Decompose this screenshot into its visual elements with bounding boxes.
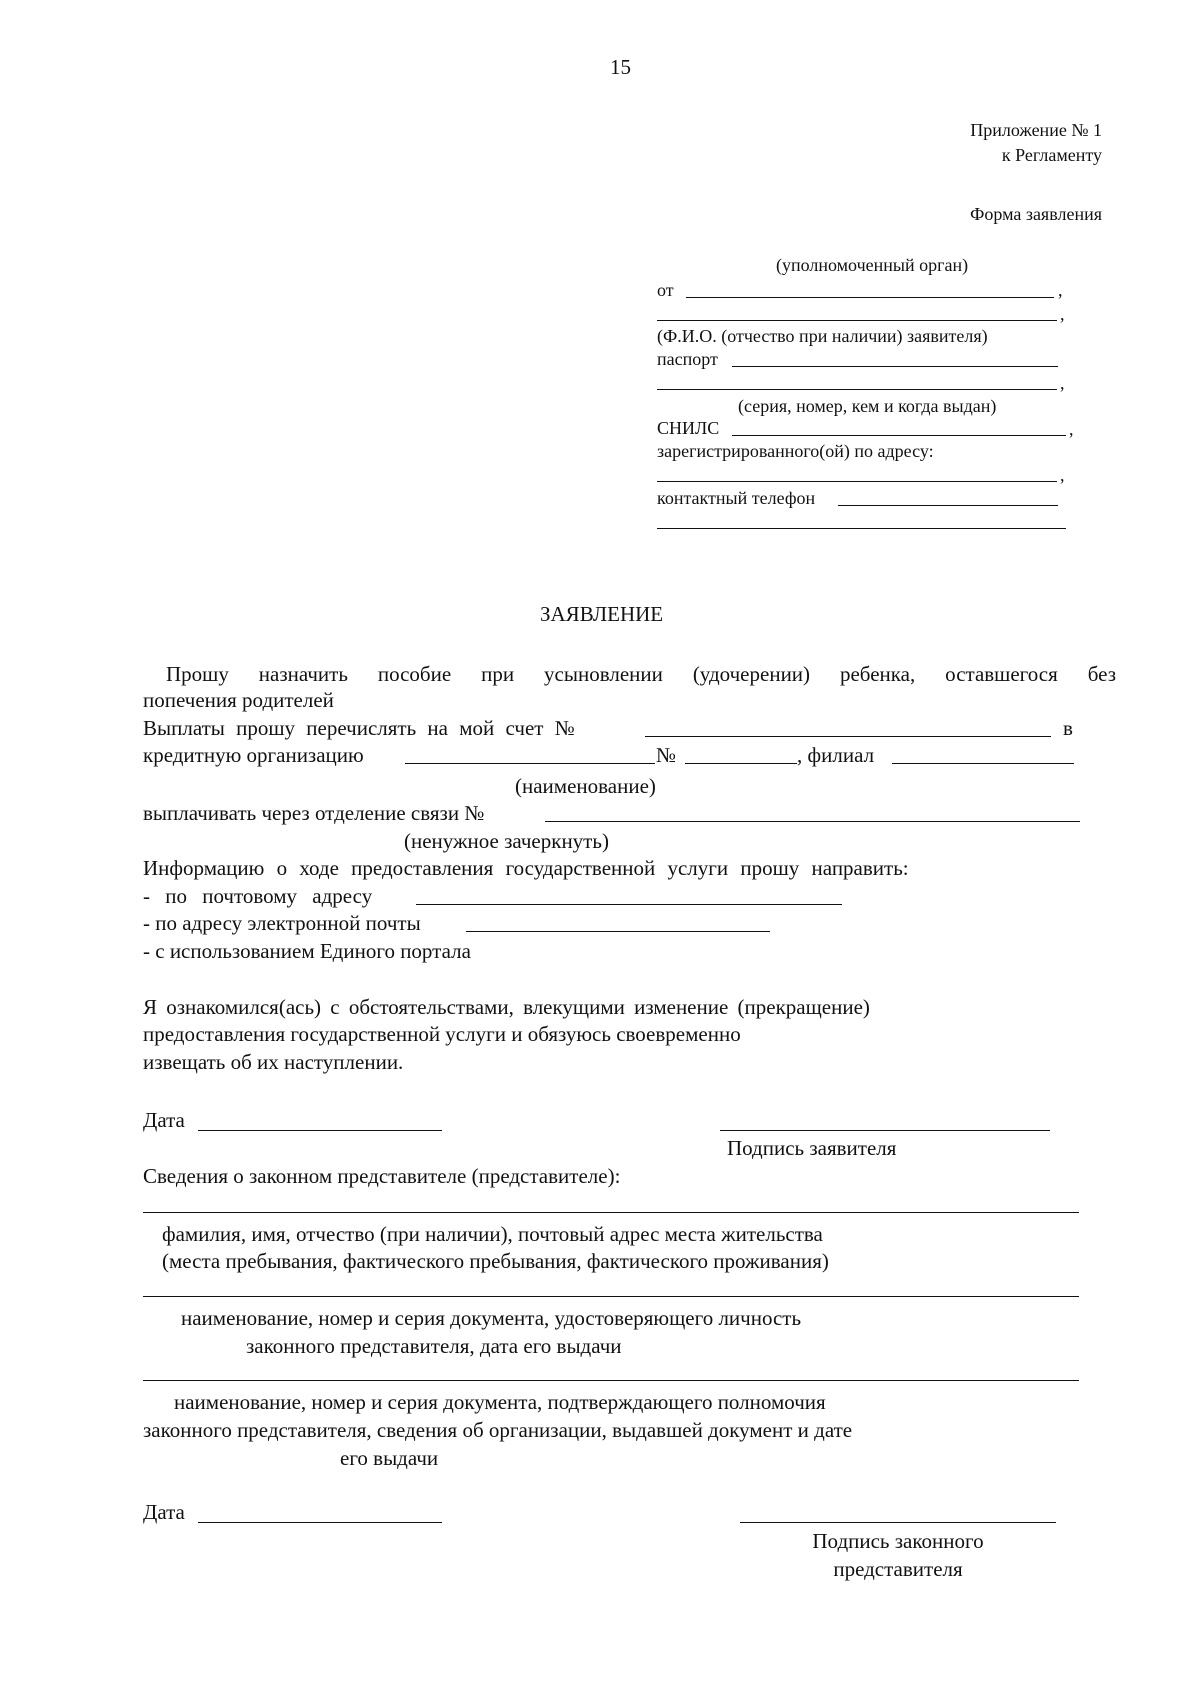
request-line-1: Прошу назначить пособие при усыновлении (удочерении) ребенка, оставшегося без [166, 662, 1116, 686]
authority-caption: (уполномоченный орган) [776, 255, 969, 275]
representative-caption-3c: его выдачи [340, 1446, 439, 1470]
representative-caption-3a: наименование, номер и серия документа, подтверждающего полномочия [174, 1390, 826, 1414]
snils-label: СНИЛС [657, 418, 720, 438]
phone-field-line[interactable] [838, 505, 1058, 506]
pay-account-label: Выплаты прошу перечислять на мой счет № [143, 716, 575, 740]
representative-signature-caption-2: представителя [833, 1557, 963, 1581]
passport-caption: (серия, номер, кем и когда выдан) [738, 396, 997, 416]
passport-label: паспорт [657, 349, 718, 369]
date-label: Дата [143, 1108, 185, 1132]
representative-id-line[interactable] [143, 1296, 1079, 1297]
document-title: ЗАЯВЛЕНИЕ [540, 602, 664, 626]
representative-signature-line[interactable] [740, 1522, 1056, 1523]
date-field-line-2[interactable] [198, 1522, 442, 1523]
from-field-line[interactable] [686, 297, 1054, 298]
representative-heading: Сведения о законном представителе (представителе): [143, 1164, 621, 1188]
passport-field-line-2[interactable] [657, 389, 1057, 390]
email-field-line[interactable] [466, 931, 770, 932]
fio-caption: (Ф.И.О. (отчество при наличии) заявителя) [657, 326, 988, 346]
regulation-label: к Регламенту [1001, 145, 1102, 165]
representative-caption-2a: наименование, номер и серия документа, удостоверяющего личность [181, 1306, 802, 1330]
comma: , [1069, 419, 1074, 439]
ack-line-2: предоставления государственной услуги и обязуюсь своевременно [143, 1022, 741, 1046]
date-field-line[interactable] [198, 1130, 442, 1131]
post-office-field-line[interactable] [545, 821, 1080, 822]
postal-field-line[interactable] [416, 904, 842, 905]
name-caption: (наименование) [515, 774, 656, 798]
applicant-signature-caption: Подпись заявителя [727, 1136, 897, 1160]
representative-authority-line[interactable] [143, 1380, 1079, 1381]
comma: , [1060, 304, 1065, 324]
representative-signature-caption-1: Подпись законного [812, 1529, 984, 1553]
post-office-label: выплачивать через отделение связи № [143, 801, 485, 825]
applicant-signature-line[interactable] [720, 1130, 1050, 1131]
branch-field-line[interactable] [892, 763, 1074, 764]
comma: , [1058, 280, 1063, 300]
representative-name-line[interactable] [143, 1212, 1079, 1213]
from-label: от [657, 280, 674, 300]
passport-field-line[interactable] [732, 366, 1058, 367]
ack-line-1: Я ознакомился(ась) с обстоятельствами, влекущими изменение (прекращение) [143, 995, 870, 1019]
option-portal: - с использованием Единого портала [143, 939, 471, 963]
representative-caption-1b: (места пребывания, фактического пребывания, фактического проживания) [162, 1249, 829, 1273]
number-field-line[interactable] [685, 763, 797, 764]
credit-org-label: кредитную организацию [143, 743, 364, 767]
account-field-line[interactable] [645, 736, 1051, 737]
address-field-line[interactable] [657, 481, 1057, 482]
representative-caption-1a: фамилия, имя, отчество (при наличии), почтовый адрес места жительства [162, 1222, 823, 1246]
comma: , [1060, 373, 1065, 393]
registered-label: зарегистрированного(ой) по адресу: [657, 441, 934, 461]
from-field-line-2[interactable] [657, 320, 1057, 321]
request-line-2: попечения родителей [143, 688, 334, 712]
extra-field-line[interactable] [657, 528, 1066, 529]
branch-label: , филиал [797, 743, 875, 767]
option-postal: - по почтовому адресу [143, 884, 373, 908]
credit-org-field-line[interactable] [405, 763, 655, 764]
snils-field-line[interactable] [732, 435, 1066, 436]
strike-caption: (ненужное зачеркнуть) [404, 829, 609, 853]
num-sign: № [656, 743, 677, 767]
page-number: 15 [610, 55, 631, 79]
representative-caption-2b: законного представителя, дата его выдачи [246, 1334, 622, 1358]
form-label: Форма заявления [970, 204, 1102, 224]
representative-caption-3b: законного представителя, сведения об организации, выдавшей документ и дате [143, 1418, 853, 1442]
date-label-2: Дата [143, 1500, 185, 1524]
option-email: - по адресу электронной почты [143, 911, 421, 935]
ack-line-3: извещать об их наступлении. [143, 1050, 404, 1074]
phone-label: контактный телефон [657, 488, 816, 508]
comma: , [1060, 465, 1065, 485]
appendix-label: Приложение № 1 [970, 120, 1102, 140]
pay-in-label: в [1063, 716, 1073, 740]
info-line: Информацию о ходе предоставления государственной услуги прошу направить: [143, 856, 909, 880]
